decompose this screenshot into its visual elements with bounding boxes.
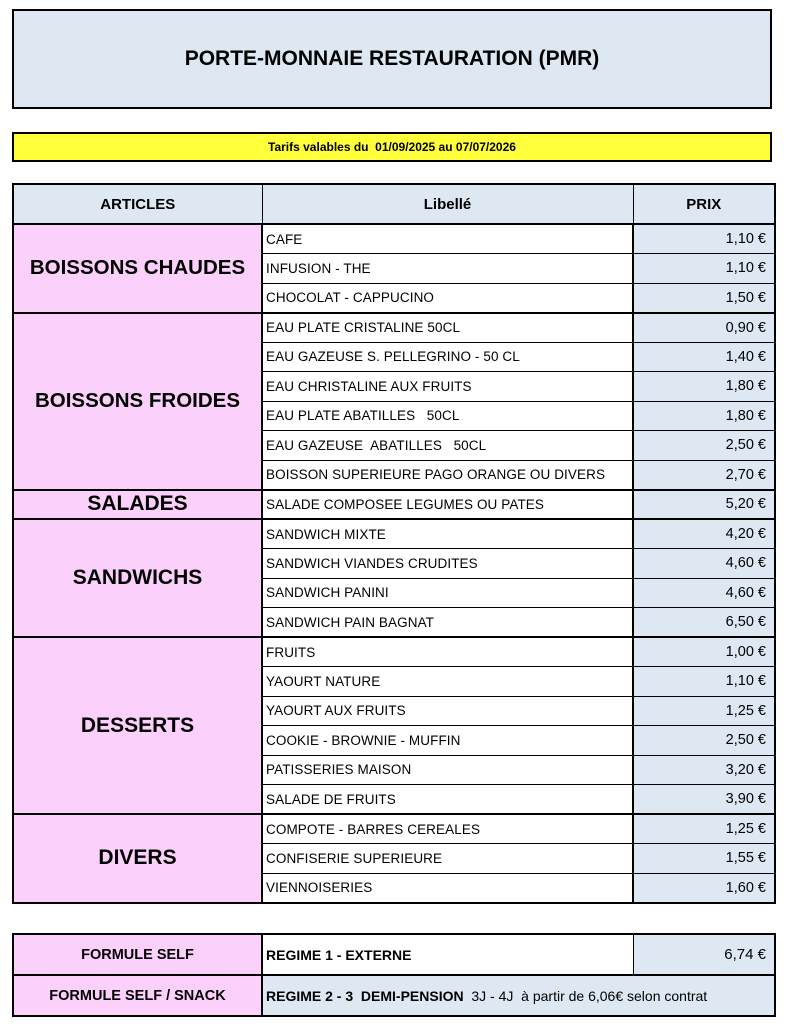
item-price: 1,25 € xyxy=(633,696,775,726)
table-row xyxy=(13,519,775,549)
formule-label: FORMULE SELF / SNACK xyxy=(13,975,262,1016)
item-label: PATISSERIES MAISON xyxy=(262,755,633,785)
item-label: CONFISERIE SUPERIEURE xyxy=(262,844,633,874)
formule-regime xyxy=(262,934,633,975)
item-label: SANDWICH VIANDES CRUDITES xyxy=(262,549,633,579)
item-price: 1,25 € xyxy=(633,814,775,844)
item-price: 1,10 € xyxy=(633,667,775,697)
item-price: 1,40 € xyxy=(633,342,775,372)
table-row xyxy=(13,224,775,254)
table-row xyxy=(13,490,775,520)
column-header-prix: PRIX xyxy=(633,184,775,224)
item-price: 4,20 € xyxy=(633,519,775,549)
item-price: 0,90 € xyxy=(633,313,775,343)
item-price: 1,00 € xyxy=(633,637,775,667)
formule-row xyxy=(13,934,775,975)
item-price: 1,50 € xyxy=(633,283,775,313)
category-cell: SANDWICHS xyxy=(13,519,262,637)
item-price: 1,60 € xyxy=(633,873,775,903)
price-table xyxy=(12,183,776,904)
item-label: SANDWICH PANINI xyxy=(262,578,633,608)
item-label: FRUITS xyxy=(262,637,633,667)
item-label: EAU PLATE ABATILLES 50CL xyxy=(262,401,633,431)
item-price: 1,10 € xyxy=(633,224,775,254)
item-price: 3,90 € xyxy=(633,785,775,815)
category-cell: DESSERTS xyxy=(13,637,262,814)
item-price: 2,50 € xyxy=(633,726,775,756)
column-header-libelle: Libellé xyxy=(262,184,633,224)
item-label: SALADE COMPOSEE LEGUMES OU PATES xyxy=(262,490,633,520)
item-label: BOISSON SUPERIEURE PAGO ORANGE OU DIVERS xyxy=(262,460,633,490)
item-price: 4,60 € xyxy=(633,549,775,579)
table-header-row xyxy=(13,184,775,224)
table-row xyxy=(13,814,775,844)
formule-regime-name: REGIME 1 - EXTERNE xyxy=(266,946,412,963)
price-table-body xyxy=(13,224,775,903)
item-label: EAU CHRISTALINE AUX FRUITS xyxy=(262,372,633,402)
item-label: EAU GAZEUSE S. PELLEGRINO - 50 CL xyxy=(262,342,633,372)
formule-row xyxy=(13,975,775,1016)
item-price: 1,80 € xyxy=(633,372,775,402)
category-cell: BOISSONS FROIDES xyxy=(13,313,262,490)
formule-price: 6,74 € xyxy=(633,934,775,975)
formule-label: FORMULE SELF xyxy=(13,934,262,975)
item-label: YAOURT NATURE xyxy=(262,667,633,697)
item-price: 3,20 € xyxy=(633,755,775,785)
item-price: 1,55 € xyxy=(633,844,775,874)
item-label: CAFE xyxy=(262,224,633,254)
validity-banner: Tarifs valables du 01/09/2025 au 07/07/2026 xyxy=(12,132,772,162)
page-title: PORTE-MONNAIE RESTAURATION (PMR) xyxy=(12,9,772,109)
item-price: 2,50 € xyxy=(633,431,775,461)
formule-regime-note: 3J - 4J à partir de 6,06€ selon contrat xyxy=(463,987,708,1004)
item-label: EAU GAZEUSE ABATILLES 50CL xyxy=(262,431,633,461)
item-price: 1,80 € xyxy=(633,401,775,431)
item-label: COOKIE - BROWNIE - MUFFIN xyxy=(262,726,633,756)
formule-table xyxy=(12,933,776,1017)
item-label: COMPOTE - BARRES CEREALES xyxy=(262,814,633,844)
column-header-articles: ARTICLES xyxy=(13,184,262,224)
item-label: YAOURT AUX FRUITS xyxy=(262,696,633,726)
table-row xyxy=(13,637,775,667)
item-price: 5,20 € xyxy=(633,490,775,520)
category-cell: SALADES xyxy=(13,490,262,520)
item-label: SANDWICH PAIN BAGNAT xyxy=(262,608,633,638)
formule-regime-name: REGIME 2 - 3 DEMI-PENSION xyxy=(266,987,464,1004)
item-label: VIENNOISERIES xyxy=(262,873,633,903)
item-price: 2,70 € xyxy=(633,460,775,490)
table-row xyxy=(13,313,775,343)
item-price: 4,60 € xyxy=(633,578,775,608)
item-price: 6,50 € xyxy=(633,608,775,638)
item-label: SANDWICH MIXTE xyxy=(262,519,633,549)
category-cell: BOISSONS CHAUDES xyxy=(13,224,262,313)
item-label: EAU PLATE CRISTALINE 50CL xyxy=(262,313,633,343)
item-price: 1,10 € xyxy=(633,254,775,284)
category-cell: DIVERS xyxy=(13,814,262,903)
item-label: INFUSION - THE xyxy=(262,254,633,284)
item-label: CHOCOLAT - CAPPUCINO xyxy=(262,283,633,313)
formule-regime xyxy=(262,975,775,1016)
item-label: SALADE DE FRUITS xyxy=(262,785,633,815)
